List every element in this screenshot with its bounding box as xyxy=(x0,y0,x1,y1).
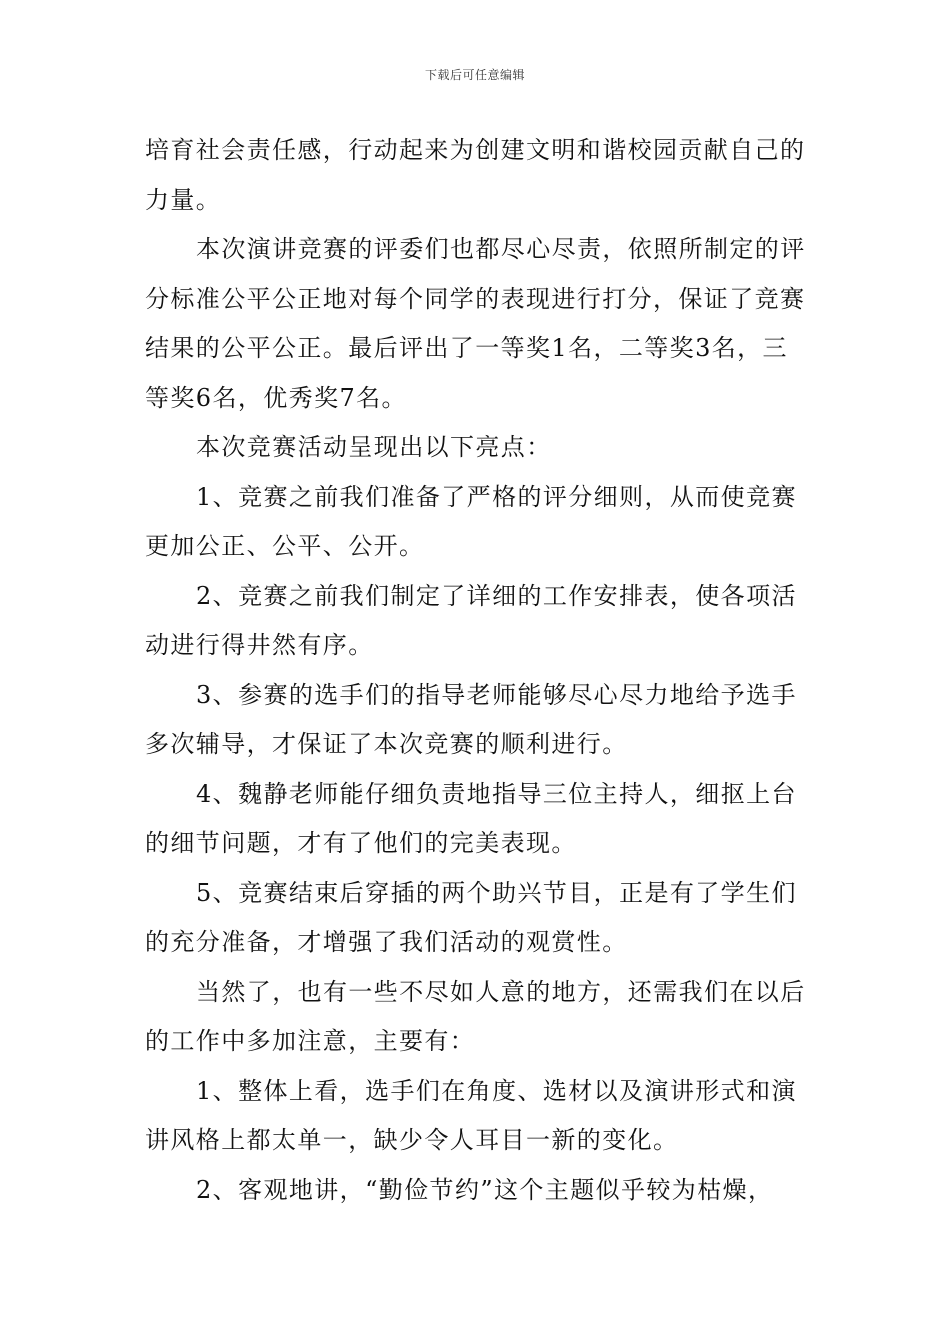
paragraph-10: 1、整体上看，选手们在角度、选材以及演讲形式和演讲风格上都太单一，缺少令人耳目一新的变化。 xyxy=(145,1076,797,1154)
document-body xyxy=(145,126,810,1215)
paragraph-11: 2、客观地讲，“勤俭节约”这个主题似乎较为枯燥， xyxy=(196,1175,774,1204)
paragraph-5: 2、竞赛之前我们制定了详细的工作安排表，使各项活动进行得井然有序。 xyxy=(145,581,797,659)
paragraph-9: 当然了，也有一些不尽如人意的地方，还需我们在以后的工作中多加注意，主要有： xyxy=(145,977,806,1055)
paragraph-1: 培育社会责任感，行动起来为创建文明和谐校园贡献自己的力量。 xyxy=(145,136,806,214)
paragraph-3: 本次竞赛活动呈现出以下亮点： xyxy=(196,433,552,461)
page-header: 下载后可任意编辑 xyxy=(424,68,525,82)
paragraph-2: 本次演讲竞赛的评委们也都尽心尽责，依照所制定的评分标准公平公正地对每个同学的表现进行打分，保证了竞赛结果的公平公正。最后评出了一等奖1名，二等奖3名，三等奖6名，优秀奖7名。 xyxy=(145,235,806,412)
paragraph-4: 1、竞赛之前我们准备了严格的评分细则，从而使竞赛更加公正、公平、公开。 xyxy=(145,482,797,560)
paragraph-7: 4、魏静老师能仔细负责地指导三位主持人，细抠上台的细节问题，才有了他们的完美表现。 xyxy=(145,779,797,857)
paragraph-8: 5、竞赛结束后穿插的两个助兴节目，正是有了学生们的充分准备，才增强了我们活动的观赏性。 xyxy=(145,878,797,956)
paragraph-6: 3、参赛的选手们的指导老师能够尽心尽力地给予选手多次辅导，才保证了本次竞赛的顺利进行。 xyxy=(145,680,797,758)
